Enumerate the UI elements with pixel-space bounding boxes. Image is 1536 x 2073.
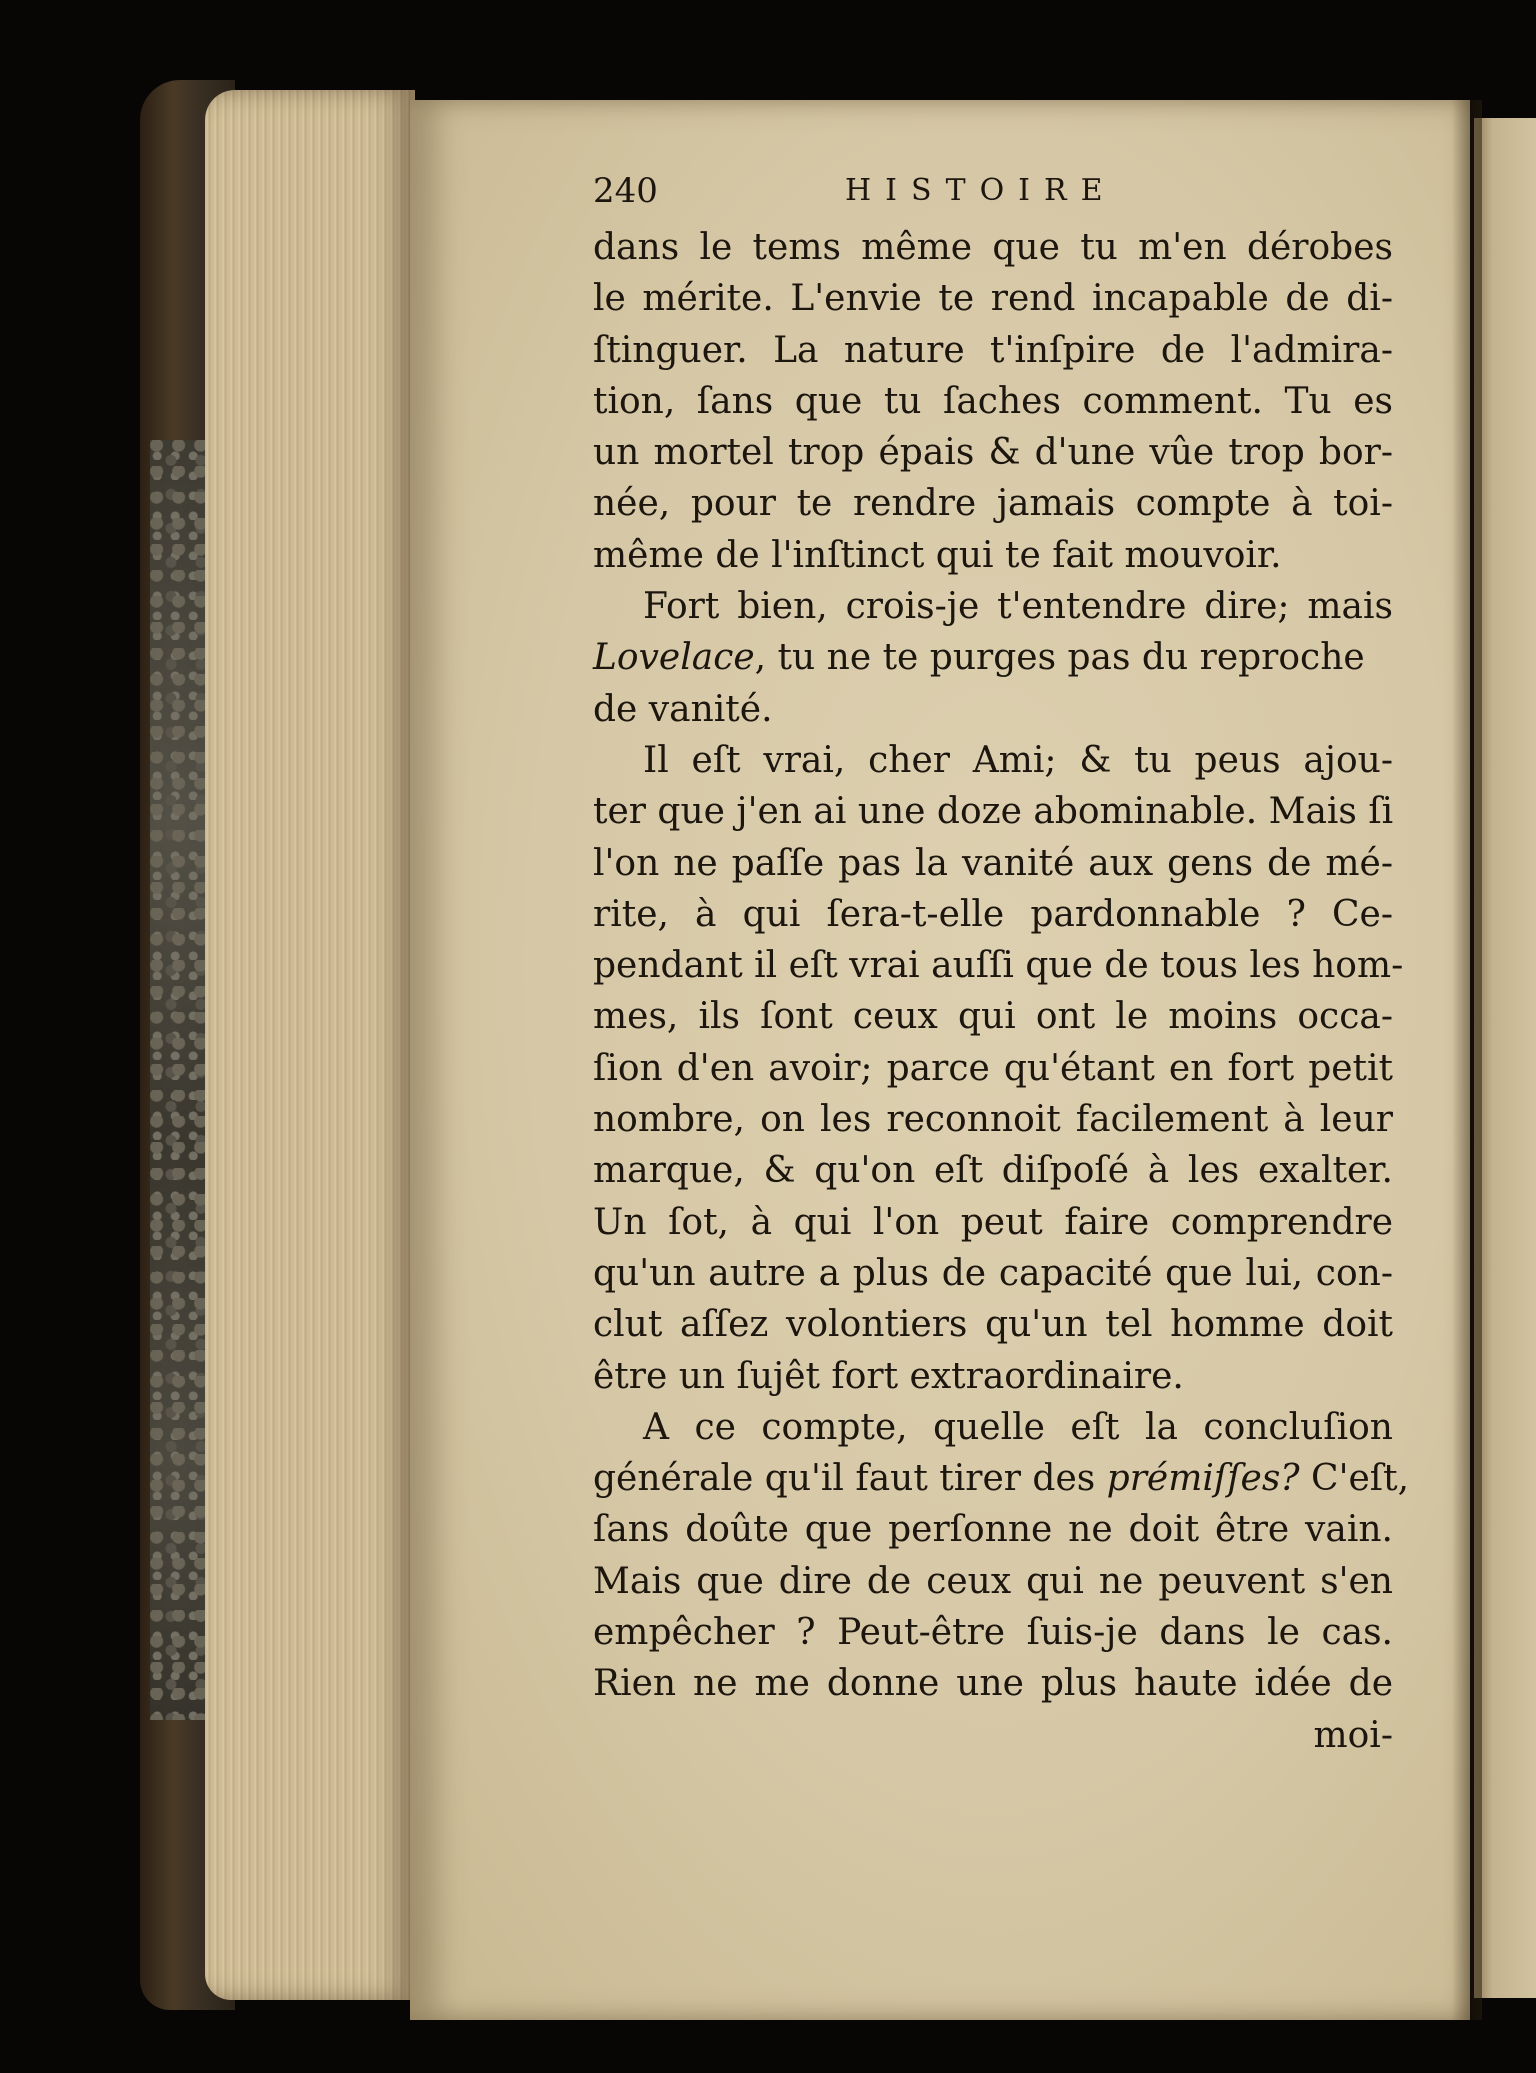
text-line: même de l'inſtinct qui te fait mouvoir. bbox=[593, 534, 1282, 576]
text-line: rite, à qui ſera-t-elle pardonnable ? Ce- bbox=[593, 893, 1393, 935]
text-line: A ce compte, quelle eſt la concluſion bbox=[643, 1406, 1393, 1448]
text-segment: Fort bien, crois-je t'entendre dire; mais bbox=[643, 586, 1393, 628]
text-line: ſion d'en avoir; parce qu'étant en fort petit bbox=[593, 1047, 1393, 1089]
text-line: qu'un autre a plus de capacité que lui, con- bbox=[593, 1252, 1393, 1294]
text-line: ter que j'en ai une doze abominable. Mais ſi bbox=[593, 791, 1394, 833]
text-line: l'on ne paſſe pas la vanité aux gens de mé- bbox=[593, 842, 1393, 884]
text-line: le mérite. L'envie te rend incapable de di- bbox=[593, 278, 1393, 320]
text-line: clut aſſez volontiers qu'un tel homme doit bbox=[593, 1304, 1393, 1346]
text-line bbox=[593, 1453, 1410, 1504]
italic-name-lovelace: Lovelace bbox=[593, 637, 755, 679]
running-head bbox=[593, 160, 1393, 222]
text-segment: C'eſt, bbox=[1299, 1458, 1410, 1500]
text-line: Un ſot, à qui l'on peut faire comprendre bbox=[593, 1201, 1393, 1243]
catchword: moi- bbox=[1313, 1714, 1393, 1756]
text-line bbox=[593, 581, 1393, 632]
text-segment: , tu ne te purges pas du reproche bbox=[754, 637, 1365, 679]
text-segment: générale qu'il faut tirer des bbox=[593, 1458, 1107, 1500]
page-edges bbox=[205, 90, 415, 2000]
running-title: HISTOIRE bbox=[845, 173, 1117, 208]
text-line: dans le tems même que tu m'en dérobes bbox=[593, 227, 1393, 268]
text-line: empêcher ? Peut-être ſuis-je dans le cas. bbox=[593, 1612, 1393, 1654]
text-line bbox=[593, 632, 1393, 683]
text-line: Rien ne me donne une plus haute idée de bbox=[593, 1663, 1393, 1705]
facing-page-edge bbox=[1474, 118, 1536, 1998]
text-line: ſans doûte que perſonne ne doit être vain. bbox=[593, 1509, 1393, 1551]
text-line: nombre, on les reconnoit facilement à leur bbox=[593, 1099, 1393, 1141]
page-text-block bbox=[593, 160, 1410, 1761]
text-line: un mortel trop épais & d'une vûe trop bor- bbox=[593, 432, 1393, 474]
text-line: née, pour te rendre jamais compte à toi- bbox=[593, 483, 1393, 525]
text-line: mes, ils ſont ceux qui ont le moins occa- bbox=[593, 996, 1393, 1038]
text-line: de vanité. bbox=[593, 688, 773, 730]
text-line: marque, & qu'on eſt diſpoſé à les exalter. bbox=[593, 1150, 1393, 1192]
text-line: Mais que dire de ceux qui ne peuvent s'en bbox=[593, 1560, 1393, 1602]
text-line: être un ſujêt fort extraordinaire. bbox=[593, 1355, 1184, 1397]
text-line: Il eſt vrai, cher Ami; & tu peus ajou- bbox=[643, 739, 1393, 781]
text-line: ſtinguer. La nature t'inſpire de l'admira- bbox=[593, 329, 1393, 371]
text-line: pendant il eſt vrai auſſi que de tous les hom- bbox=[593, 945, 1404, 987]
gutter-shadow bbox=[1452, 100, 1482, 2020]
text-line: tion, ſans que tu ſaches comment. Tu es bbox=[593, 380, 1393, 422]
italic-word-premisses: prémiſſes? bbox=[1106, 1458, 1300, 1500]
page-number: 240 bbox=[593, 171, 658, 211]
